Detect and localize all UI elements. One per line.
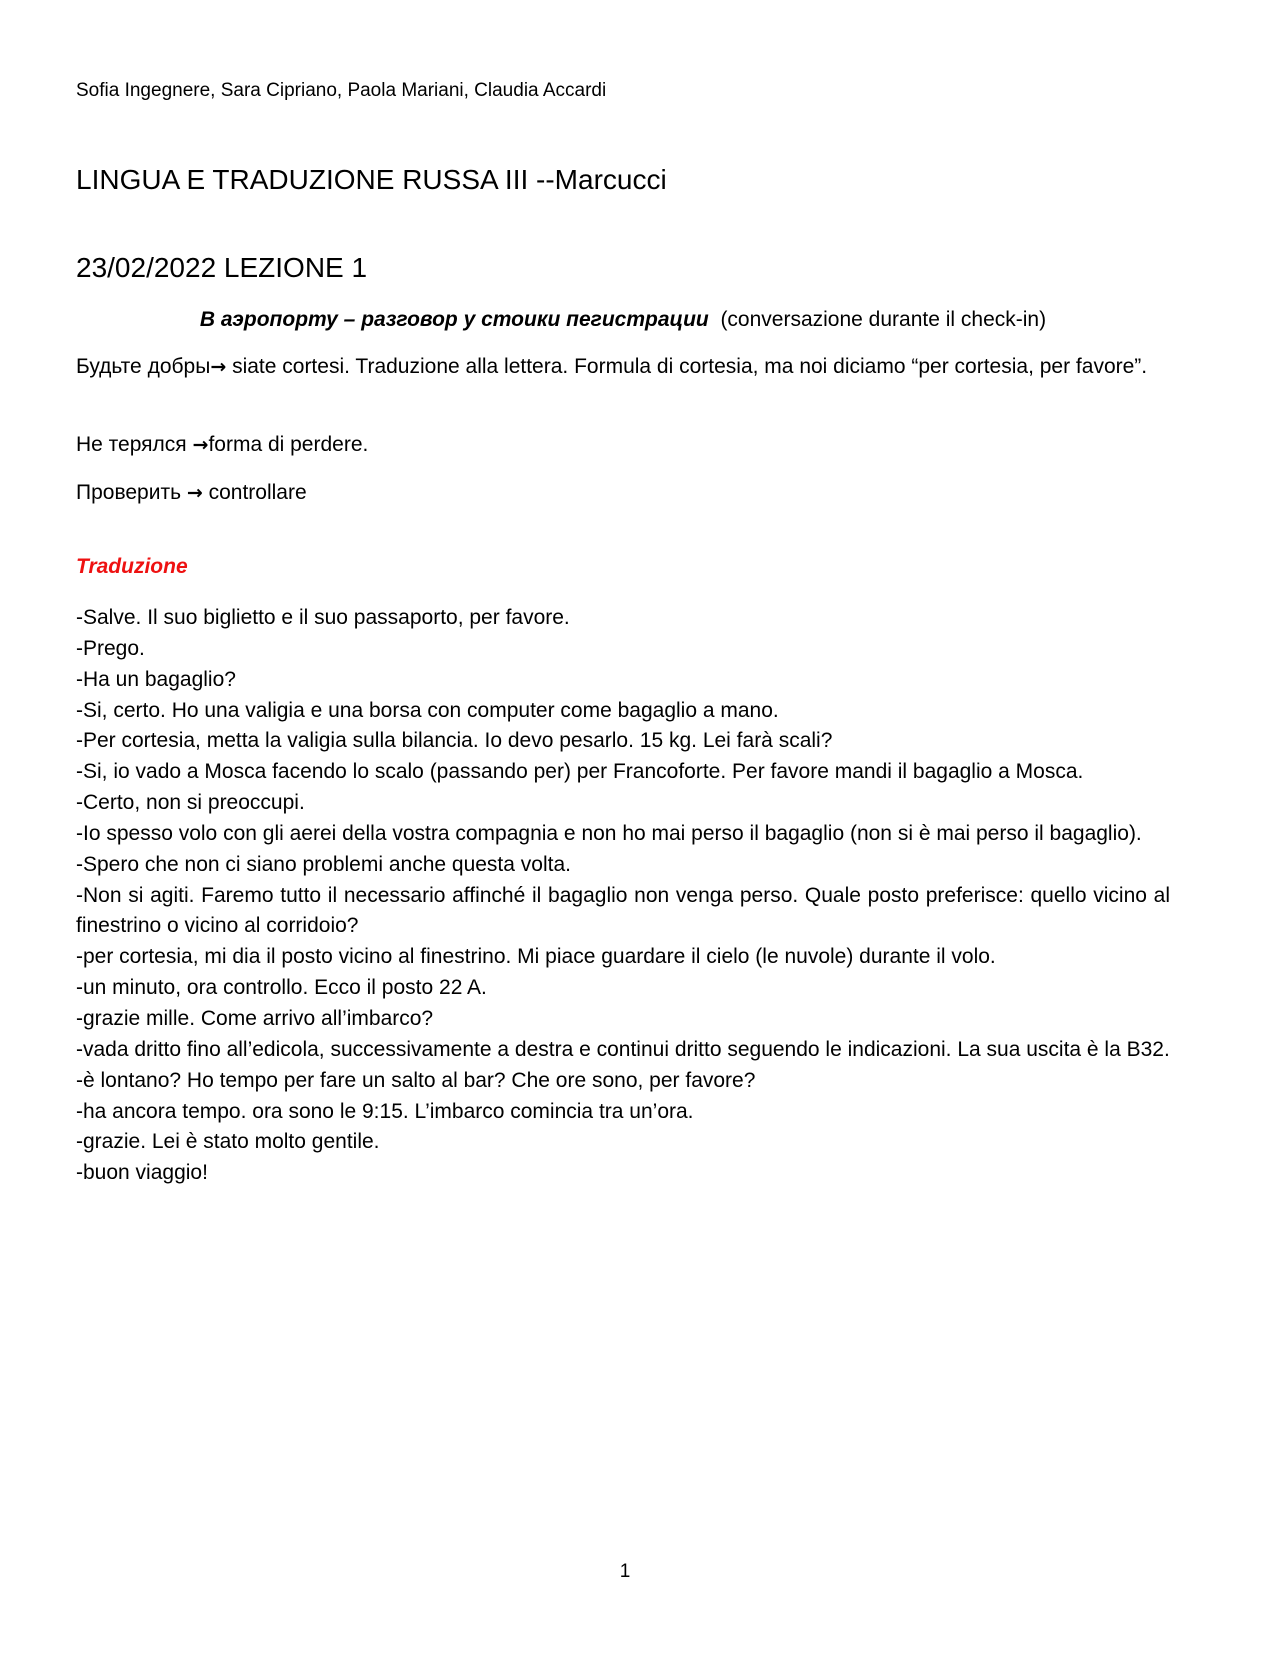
- dialogue-line: -per cortesia, mi dia il posto vicino al finestrino. Mi piace guardare il cielo (le nuvole) durante il volo.: [76, 945, 996, 969]
- right-arrow-icon: →: [210, 356, 227, 378]
- dialogue-line: -Spero che non ci siano problemi anche questa volta.: [76, 852, 571, 876]
- dialogue-line: -Si, io vado a Mosca facendo lo scalo (passando per) per Francoforte. Per favore mandi il bagaglio a Mosca.: [76, 760, 1084, 784]
- subtitle-italian: (conversazione durante il check-in): [720, 308, 1047, 331]
- dialogue-line: -buon viaggio!: [76, 1161, 208, 1185]
- course-title: LINGUA E TRADUZIONE RUSSA III --Marcucci: [76, 164, 667, 195]
- vocab-entry: [76, 351, 1170, 383]
- vocab-meaning: siate cortesi. Traduzione alla lettera. Formula di cortesia, ma noi diciamo “per cortesia, per favore”.: [226, 355, 1148, 378]
- dialogue-line: -un minuto, ora controllo. Ecco il posto 22 A.: [76, 976, 487, 1000]
- authors-line: Sofia Ingegnere, Sara Cipriano, Paola Mariani, Claudia Accardi: [76, 80, 607, 101]
- right-arrow-icon: →: [192, 434, 209, 456]
- dialogue-line: -Ha un bagaglio?: [76, 667, 236, 691]
- dialogue-line: -ha ancora tempo. ora sono le 9:15. L’imbarco comincia tra un’ora.: [76, 1099, 694, 1123]
- vocab-meaning: forma di perdere.: [208, 433, 369, 456]
- page-number: 1: [619, 1561, 631, 1582]
- dialogue-line: -Non si agiti. Faremo tutto il necessario affinché il bagaglio non venga perso. Quale posto preferisce: quello vicino al finestrino o vicino al corridoio?: [76, 883, 1170, 938]
- dialogue-line: -vada dritto fino all’edicola, successivamente a destra e continui dritto seguendo le indicazioni. La sua uscita è la B32.: [76, 1037, 1170, 1061]
- dialogue-line: -Certo, non si preoccupi.: [76, 791, 305, 815]
- vocab-entry: [76, 477, 1170, 509]
- vocab-entry: [76, 429, 1170, 461]
- vocab-term: Будьте добры: [76, 355, 211, 378]
- right-arrow-icon: →: [186, 482, 203, 504]
- dialogue-line: -Prego.: [76, 636, 145, 660]
- dialogue-block: [76, 603, 1170, 1189]
- vocab-term: Проверить: [76, 481, 187, 504]
- vocab-term: Не терялся: [76, 433, 193, 456]
- vocab-meaning: controllare: [202, 481, 307, 504]
- subtitle-russian: В аэропорту – разговор у стоики пегистрации: [199, 308, 709, 331]
- dialogue-line: -è lontano? Ho tempo per fare un salto al bar? Che ore sono, per favore?: [76, 1068, 756, 1092]
- dialogue-subtitle: [76, 306, 1170, 334]
- lesson-title: 23/02/2022 LEZIONE 1: [76, 252, 368, 283]
- dialogue-line: -Per cortesia, metta la valigia sulla bilancia. Io devo pesarlo. 15 kg. Lei farà scali?: [76, 729, 833, 753]
- dialogue-line: -grazie. Lei è stato molto gentile.: [76, 1130, 380, 1154]
- dialogue-line: -grazie mille. Come arrivo all’imbarco?: [76, 1006, 434, 1030]
- translation-heading: Traduzione: [76, 555, 188, 578]
- dialogue-line: -Io spesso volo con gli aerei della vostra compagnia e non ho mai perso il bagaglio (non si è mai perso il bagaglio).: [76, 821, 1142, 845]
- dialogue-line: -Salve. Il suo biglietto e il suo passaporto, per favore.: [76, 606, 570, 629]
- dialogue-line: -Si, certo. Ho una valigia e una borsa con computer come bagaglio a mano.: [76, 698, 779, 722]
